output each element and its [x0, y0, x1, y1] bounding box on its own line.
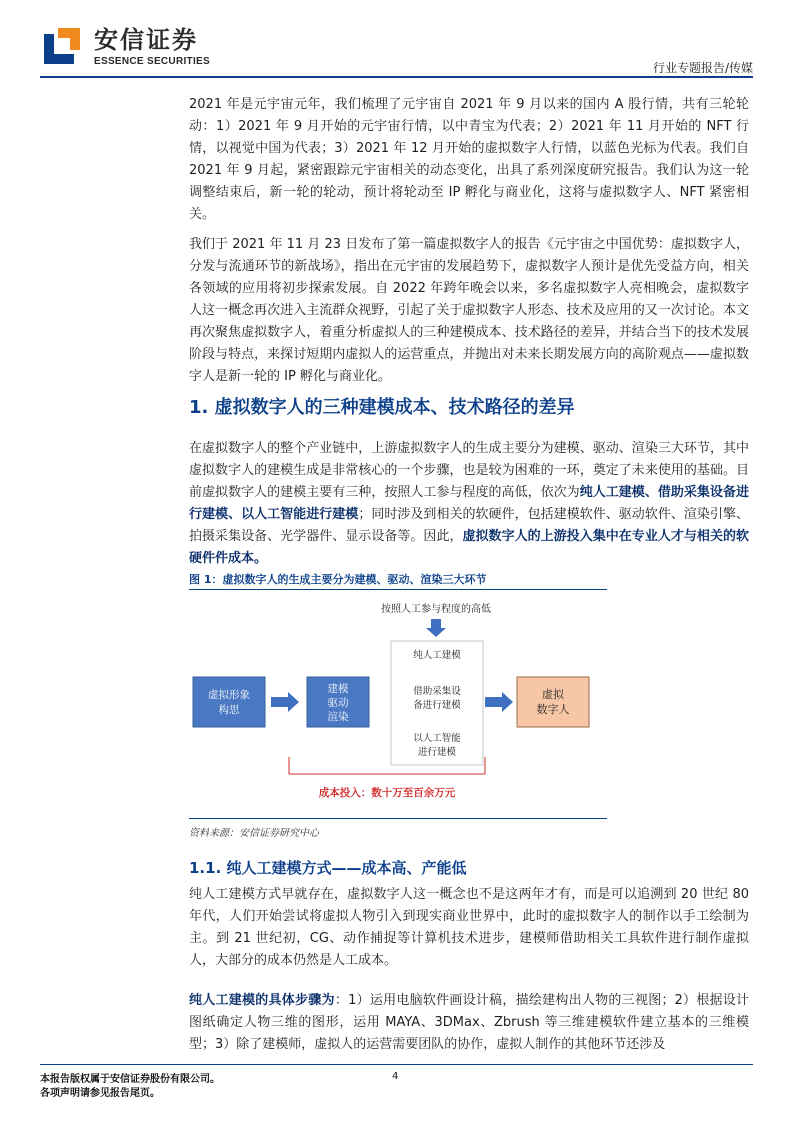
figure-top-label: 按照人工参与程度的高低 — [381, 604, 491, 615]
concept-box-line2: 构思 — [218, 704, 240, 716]
section-1-paragraph — [189, 438, 749, 570]
figure-top-rule — [189, 589, 607, 590]
pipeline-driving: 驱动 — [327, 697, 349, 709]
concept-box-line1: 虚拟形象 — [208, 689, 250, 701]
section-heading-1-1: 1.1. 纯人工建模方式——成本高、产能低 — [189, 859, 467, 877]
figure-title: 图 1：虚拟数字人的生成主要分为建模、驱动、渲染三大环节 — [189, 573, 487, 586]
header-divider — [40, 76, 753, 78]
logo-chinese-name: 安信证券 — [94, 26, 198, 54]
steps-bold-lead: 纯人工建模的具体步骤为 — [189, 993, 335, 1008]
down-arrow-icon — [426, 619, 446, 637]
intro-paragraph-1: 2021 年是元宇宙元年，我们梳理了元宇宙自 2021 年 9 月以来的国内 A 股行情，共有三轮轮动：1）2021 年 9 月开始的元宇宙行情，以中青宝为代表；2）2021 年 11 月开始的 NFT 行情，以视觉中国为代表；3）2021 年 12 月开始的虚拟数字人行情，以蓝色光标为代表。我们自 2021 年 9 月起，紧密跟踪元宇宙相关的动态变化，出具了系列深度研究报告。我们认为这一轮调整结束后，新一轮的轮动，预计将轮动至 IP 孵化与商业化，这将与虚拟数字人、NFT 紧密相关。 — [189, 97, 749, 222]
digital-human-line1: 虚拟 — [542, 688, 564, 701]
pipeline-rendering: 渲染 — [327, 711, 349, 723]
option-ai-line1: 以人工智能 — [413, 733, 461, 744]
essence-logo-icon — [40, 24, 84, 68]
section-1-bold-methods: 纯人工建模、借助采集设备进行建模、以人工智能进行建模 — [189, 485, 749, 522]
section-heading-1: 1. 虚拟数字人的三种建模成本、技术路径的差异 — [189, 397, 575, 418]
section-1-text-a: 在虚拟数字人的整个产业链中，上游虚拟数字人的生成主要分为建模、驱动、渲染三大环节，其中虚拟数字人的建模生成是非常核心的一个步骤，也是较为困难的一环，奠定了未来使用的基础。目前虚拟数字人的建模主要有三种，按照人工参与程度的高低，依次为 — [189, 441, 749, 500]
report-type: 行业专题报告/传媒 — [652, 61, 753, 75]
section-1-1-paragraph: 纯人工建模方式早就存在，虚拟数字人这一概念也不是这两年才有，而是可以追溯到 20 世纪 80 年代，人们开始尝试将虚拟人物引入到现实商业世界中，此时的虚拟数字人的制作以手工绘制为主。到 21 世纪初，CG、动作捕捉等计算机技术进步，建模师借助相关工具软件进行制作虚拟人，大部分的成本仍然是人工成本。 — [189, 887, 749, 968]
logo-english-name: ESSENCE SECURITIES — [94, 56, 210, 67]
right-arrow-icon — [271, 692, 299, 712]
right-arrow-icon — [485, 692, 513, 712]
option-pure-manual: 纯人工建模 — [413, 650, 461, 661]
steps-text: ：1）运用电脑软件画设计稿，描绘建构出人物的三视图；2）根据设计图纸确定人物三维的图形，运用 MAYA、3DMax、Zbrush 等三维建模软件建立基本的三维模型；3）除了建模师，虚拟人的运营需要团队的协作，虚拟人制作的其他环节还涉及 — [189, 993, 749, 1052]
digital-human-box — [517, 677, 589, 727]
section-1-1-steps-paragraph — [189, 990, 749, 1056]
section-1-bold-conclusion: 虚拟数字人的上游投入集中在专业人才与相关的软硬件件成本。 — [189, 529, 749, 566]
concept-box — [193, 677, 265, 727]
figure-bottom-rule — [189, 818, 607, 819]
figure-diagram — [189, 592, 607, 816]
option-ai-line2: 进行建模 — [417, 747, 457, 758]
section-1-text-c: ；同时涉及到相关的软硬件，包括建模软件、驱动软件、渲染引擎、拍摄采集设备、光学器件、显示设备等。因此， — [189, 507, 749, 544]
footer-disclaimer: 各项声明请参见报告尾页。 — [40, 1088, 160, 1099]
figure-source: 资料来源：安信证券研究中心 — [189, 828, 319, 839]
page-number: 4 — [392, 1071, 399, 1082]
option-capture-line2: 备进行建模 — [413, 700, 461, 711]
pipeline-modeling: 建模 — [327, 683, 349, 695]
page-header — [0, 0, 793, 80]
digital-human-line2: 数字人 — [536, 703, 570, 716]
option-capture-line1: 借助采集设 — [413, 686, 461, 697]
footer-copyright: 本报告版权属于安信证券股份有限公司。 — [40, 1074, 220, 1085]
footer-divider — [40, 1064, 753, 1065]
intro-paragraph-2: 我们于 2021 年 11 月 23 日发布了第一篇虚拟数字人的报告《元宇宙之中国优势：虚拟数字人，分发与流通环节的新战场》，指出在元宇宙的发展趋势下，虚拟数字人预计是优先受益方向，相关各领域的应用将初步探索发展。自 2022 年跨年晚会以来，多名虚拟数字人亮相晚会，虚拟数字人这一概念再次进入主流群众视野，引起了关于虚拟数字人形态、技术及应用的又一次讨论。本文再次聚焦虚拟数字人，着重分析虚拟人的三种建模成本、技术路径的差异，并结合当下的技术发展阶段与特点，来探讨短期内虚拟人的运营重点，并抛出对未来长期发展方向的高阶观点——虚拟数字人是新一轮的 IP 孵化与商业化。 — [189, 237, 749, 384]
cost-label: 成本投入：数十万至百余万元 — [318, 787, 456, 799]
